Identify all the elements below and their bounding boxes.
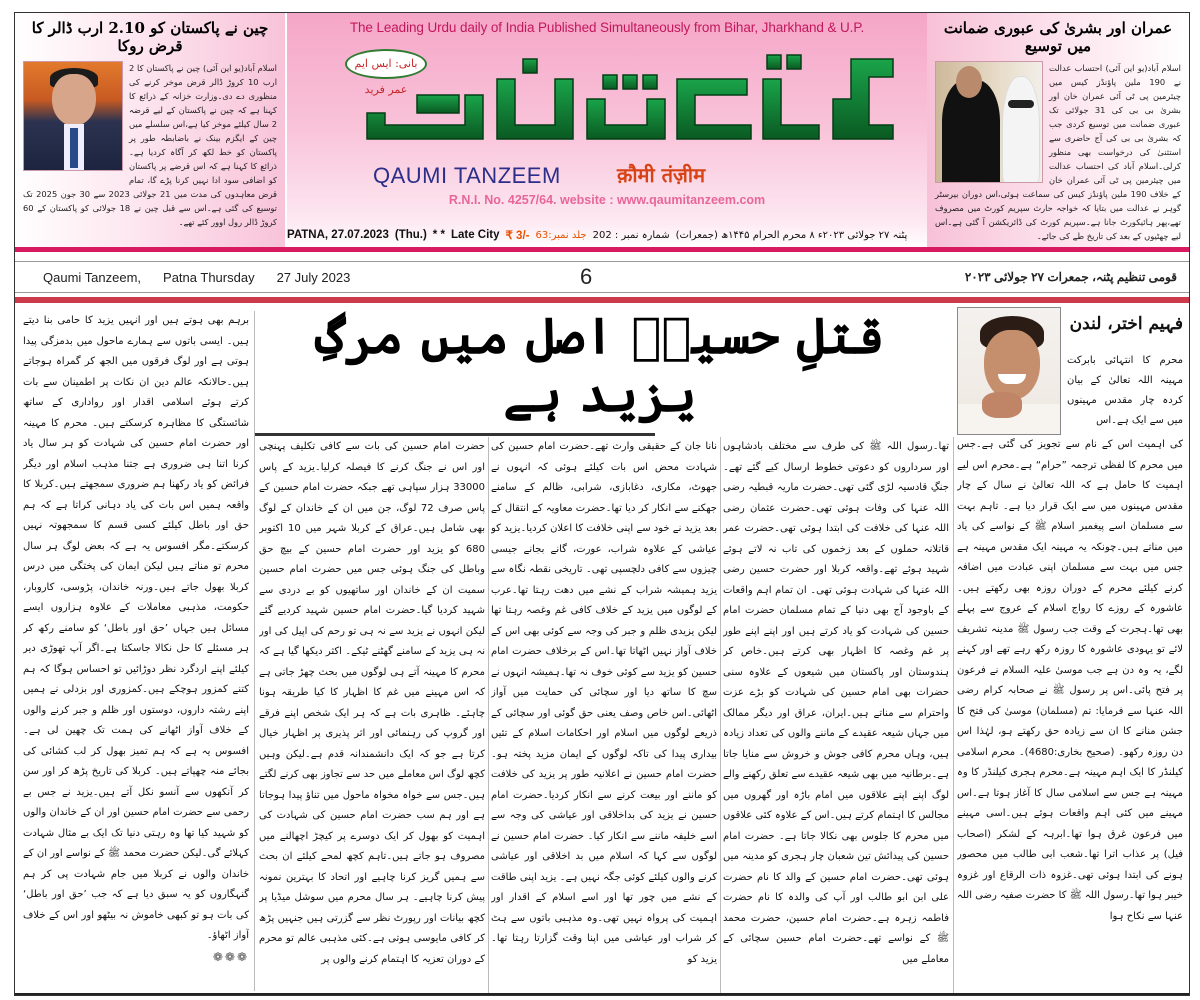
column-text: نانا جان کے حقیقی وارث تھے۔حضرت امام حسین کی شہادت محض اس بات کیلئے ہوئی کہ انہوں نے جھوٹ، مکاری، دغابازی، شرابی، ظالم کے سامنے جھکنے سے انکار کر دیا تھا۔حضرت معاویہ کے انتقال کے بعد یزید نے خود سے اپنی خلافت کا اعلان کردیا۔یزید کو عیاشی کے علاوہ شراب، عورت، گانے بجانے جیسی چیزوں سے کافی دلچسپی تھی۔ تاریخی نقطہ نگاہ سے یزید ہمیشہ شراب کے نشے میں دھت رہتا تھا۔عرب کے لوگوں میں یزید کے خلاف کافی غم وغصہ رہتا تھا لیکن یزیدی ظلم و جبر کی وجہ سے کوئی بھی اس کے خلاف آواز نہیں اٹھاتا تھا۔اس کے برخلاف حضرت امام حسین کو یزید سے کوئی خوف نہ تھا۔ہمیشہ انہوں نے سچ کا ساتھ دیا اور سچائی کی حمایت میں آواز اٹھائی۔اس خاص وصف یعنی حق گوئی اور سچائی کے ذریعے لوگوں میں اسلام اور احکامات اسلام کے تئیں بیداری پیدا کی تاکہ لوگوں کے ایمان مزید پختہ ہو۔حضرت امام حسین نے اعلانیہ طور پر یزید کی خلافت کو ماننے اور بیعت کرنے سے انکار کردیا۔حضرت امام حسین نے یزید کی بداخلاقی اور عیاشی کی وجہ سے اسے خلیفہ ماننے سے انکار کیا۔ حضرت امام حسین نے لوگوں سے کہا کہ اسلام میں بد اخلاقی اور عیاشی کرنے والوں کیلئے کوئی جگہ نہیں ہے۔ یزید اپنی طاقت کے نشے میں چور تھا اور اسے اسلام کے اقدار اور اہمیت کی پرواہ نہیں تھی۔وہ مذہبی باتوں سے ہٹ کر شراب اور عیاشی میں اپنا وقت گزارتا رہتا تھا۔یزید کو (491, 441, 717, 965)
author-name: فہیم اختر، لندن (1069, 314, 1183, 334)
end-of-article-icon: ❁❁❁ (212, 949, 249, 964)
folio-bar (15, 261, 1189, 293)
urdu-dateline: پٹنہ ۲۷ جولائی ۲۰۲۳ء ۸ محرم الحرام ۱۴۴۵ھ (جمعرات) (675, 229, 908, 241)
dateline-edition: Late City (450, 229, 500, 241)
dateline-day: (Thu.) (394, 229, 427, 241)
dateline-stars: * * (432, 229, 445, 241)
dateline-place-date: PATNA, 27.07.2023 (287, 229, 389, 241)
right-story (927, 13, 1189, 249)
left-story (15, 13, 285, 249)
rni-website-line: R.N.I. No. 4257/64. website : www.qaumitanzeem.com (448, 193, 766, 207)
article-column-4 (259, 437, 485, 993)
xi-jinping-photo (23, 61, 123, 171)
byline (957, 307, 1183, 435)
hindi-logo: क़ौमी तंज़ीम (617, 163, 706, 187)
column-divider (720, 437, 721, 993)
column-divider (254, 311, 255, 991)
left-story-body: اسلام آباد(یو این آئی) چین نے پاکستان کا 2 ارب 10 کروڑ ڈالر قرض موخر کرنے کی منظوری دے دی۔وزارت خزانہ کے ذرائع کا کہنا ہے کہ چین نے پاکستان کے لیے قرضہ 2 سال کیلئے موخر کیا ہے،اس سلسلے میں چین کے ایگزم بینک نے باضابطہ طور پر پاکستان کو خط لکھ کر آگاہ کردیا ہے۔ذرائع کا کہنا ہے کہ اس قرضے پر پاکستان کو اضافی سود ادا نہیں کرنا پڑے گا، تمام قرض معاہدوں کی مدت میں 21 جولائی 2023 سے 30 جون 2025 تک توسیع کی گئی ہے۔اس سے قبل چین نے 18 جولائی کو پاکستان کے 60 کروڑ ڈالر رول اوور کئے تھے۔ (23, 63, 278, 227)
folio-paper-name: Qaumi Tanzeem, (43, 269, 142, 285)
english-logo: QAUMI TANZEEM (373, 163, 561, 188)
page-bottom-rule (15, 993, 1189, 996)
column-text: تھا۔رسول اللہ ﷺ کی طرف سے مختلف بادشاہوں اور سرداروں کو دعوتی خطوط ارسال کیے گئے تھے۔جنگِ قادسیہ لڑی گئی تھی۔حضرت ماریہ قبطیہ رضی اللہ عنہا کی وفات ہوئی تھی۔حضرت عثمان رضی اللہ عنہا کی خلافت کی ابتدا ہوئی تھی۔حضرت عمر قاتلانہ حملوں کے بعد زخموں کی تاب نہ لاتے ہوئے شہید ہوئے تھے۔واقعہ کربلا اور حضرت حسین رضی اللہ عنہا کی شہادت ہوئی تھی۔ ان تمام اہم واقعات کے باوجود آج بھی دنیا کے تمام مسلمان حضرت امام حسین کی شہادت کو یاد کرتے ہیں اور اپنے اپنے طور پر غم وغصہ کا اظہار بھی کرتے ہیں۔خاص کر ہندوستان اور پاکستان میں شیعوں کے علاوہ سنی حضرات بھی امام حسین کی شہادت کو بڑے عزت واحترام سے مناتے ہیں۔ایران، عراق اور دیگر ممالک میں جہاں شیعہ عقیدے کے ماننے والوں کی تعداد زیادہ ہیں، وہاں محرم کافی جوش و خروش سے منایا جاتا ہے۔برطانیہ میں بھی شیعہ عقیدے سے تعلق رکھنے والے لوگ اپنے اپنے علاقوں میں امام باڑہ اور گھروں میں مجالس کا اہتمام کرتے ہیں۔اس کے علاوہ کئی علاقوں میں محرم کا جلوس بھی نکالا جاتا ہے۔ حضرت امام حسین کی پیدائش تین شعبان چار ہجری کو مدینہ میں ہوئی تھی۔حضرت امام حسین کے والد کا نام حضرت علی ابن ابو طالب اور آپ کی والدہ کا نام حضرت فاطمہ زہرہ ہے۔حضرت امام حسین، حضرت محمد ﷺ کے نواسے تھے۔حضرت امام حسین سچائی کے معاملے میں (723, 441, 949, 965)
author-photo (957, 307, 1061, 435)
column-divider (953, 437, 954, 993)
article-column-5 (23, 311, 249, 991)
imran-bushra-photo (935, 61, 1043, 183)
tagline: The Leading Urdu daily of India Published Simultaneously from Bihar, Jharkhand & U.P. (349, 20, 865, 35)
founder-badge: بانی: ایس ایم عمر فرید (345, 49, 427, 79)
column-text: کی اہمیت اس کے نام سے تجویز کی گئی ہے۔جس میں محرم کا لفظی ترجمہ ”حرام“ ہے۔محرم اس لیے اہمیت کا حامل ہے کہ اللہ تعالیٰ نے سال کے چار مقدس مہینوں میں سے ایک قرار دیا ہے۔ تاہم بہت سے مسلمان اسے پیغمبر اسلام ﷺ کے نواسے کی یاد میں مناتے ہیں۔چونکہ یہ مہینہ ایک مقدس مہینہ ہے جس میں بہت سے مسلمان اپنی عبادت میں اضافہ کرنے کیلئے محرم کے دوران روزہ بھی رکھتے ہیں۔عاشورہ کے روزے کا رواج اسلام کے عروج سے پہلے بھی تھا۔ہجرت کے وقت جب رسول ﷺ مدینہ تشریف لائے تو یہودی عاشورہ کا روزہ رکھ رہے تھے اور کہنے لگے، یہ وہ دن ہے جب موسیٰ علیہ السلام نے فرعون پر فتح پائی۔اس پر رسول ﷺ نے صحابہ کرام رضی اللہ عنہا سے فرمایا: تم (مسلمان) موسیٰ کی فتح کا جشن منانے کا ان سے زیادہ حق رکھتے ہو، لہٰذا اس دن روزہ رکھو۔ (صحیح بخاری:4680)۔ محرم اسلامی کیلنڈر کا ایک اہم مہینہ ہے۔محرم ہجری کیلنڈر کا وہ مہینہ ہے جس سے اسلامی سال کا آغاز ہوتا ہے۔اس مہینے میں کئی اہم واقعات ہوئے ہیں۔اسی مہینے میں فرعون غرق ہوا تھا۔ابرہہ کے لشکر (اصحاب فیل) پر عذاب اترا تھا۔شعب ابی طالب میں محصور ہونے کی ابتدا ہوئی تھی۔غزوہ ذات الرقاع اور غزوہ خیبر ہوا تھا۔رسول اللہ ﷺ کا حضرت صفیہ رضی اللہ عنہا سے نکاح ہوا (957, 439, 1183, 922)
article-intro: محرم کا انتہائی بابرکت مہینہ اللہ تعالیٰ کے بیان کردہ چار مقدس مہینوں میں سے ایک ہے۔اس (1067, 355, 1183, 426)
folio-urdu: قومی تنظیم پٹنہ، جمعرات ۲۷ جولائی ۲۰۲۳ (964, 270, 1177, 284)
newspaper-page (14, 12, 1190, 996)
masthead-divider (15, 247, 1189, 252)
dateline (287, 223, 927, 247)
folio-city-day: Patna Thursday (163, 269, 255, 285)
folio-date: 27 July 2023 (276, 269, 351, 285)
volume-number: جلد نمبر:63 (535, 229, 587, 241)
headline-rule (255, 433, 655, 436)
masthead (15, 13, 1189, 253)
right-story-body: اسلام آباد(یو این آئی) احتساب عدالت نے 190 ملین پاؤنڈز کیس میں چیئرمین پی ٹی آئی عمران خان اور بشریٰ بی بی کی 31 جولائی تک عبوری ضمانت میں توسیع کردی جب کہ بشریٰ بی بی کی آج حاضری سے استثنیٰ کی درخواست بھی منظور کرلی۔اسلام آباد کی احتساب عدالت میں چیئرمین پی ٹی آئی عمران خان کے خلاف 190 ملین پاؤنڈز کیس کی سماعت ہوئی،اس دوران بیرسٹر گوہر نے عدالت میں بتایا کہ خواجہ حارث سپریم کورٹ میں مصروف تھے،پھر ہائیکورٹ جانا ہے۔سپریم کورٹ کی ڈائریکشن آ گئی ہے۔اس لیے چھٹیوں کے بعد کی تاریخ طے کی جائے۔ (935, 63, 1182, 241)
article-column-1 (957, 435, 1183, 995)
article-headline: قتلِ حسینؓ اصل میں مرگِ یزید ہے (315, 306, 885, 423)
article-column-2 (723, 437, 949, 993)
column-divider (488, 437, 489, 993)
right-story-headline: عمران اور بشریٰ کی عبوری ضمانت میں توسیع (943, 19, 1173, 55)
urdu-logo (347, 39, 907, 157)
issue-number: شمارہ نمبر : 202 (592, 229, 670, 241)
article-column-3 (491, 437, 717, 993)
article (15, 305, 1189, 995)
folio-divider (15, 297, 1189, 303)
left-story-headline: چین نے پاکستان کو 2.10 ارب ڈالر کا قرض روکا (31, 19, 269, 55)
center-banner (287, 13, 927, 249)
price-badge: ₹ 3/- (505, 230, 530, 242)
page-number: 6 (580, 264, 593, 289)
column-text: حضرت امام حسین کی بات سے کافی تکلیف پہنچی اور اس نے جنگ کرنے کا فیصلہ کرلیا۔یزید کے پاس 33000 ہزار سپاہی تھے جبکہ حضرت امام حسین کے پاس صرف 72 لوگ، جن میں ان کے خاندان کے لوگ بھی شامل ہیں۔عراق کے کربلا شہر میں 10 اکتوبر 680 کو یزید اور حضرت امام حسین کے بیچ حق وباطل کی جنگ ہوئی جس میں حضرت امام حسین سمیت ان کے خاندان اور ساتھیوں کو بے دردی سے شہید کردیا گیا۔حضرت امام حسین شہید کردیے گئے لیکن انہوں نے یزید سے نہ ہی تو رحم کی اپیل کی اور نہ ہی یزید کے سامنے گھٹنے ٹیکے۔ اکثر دیکھا گیا ہے کہ محرم کا مہینہ آتے ہی لوگوں میں بحث چھڑ جاتی ہے کہ اس مہینے میں غم کا اظہار کا کیا طریقہ ہونا چاہئے۔ ظاہری بات ہے کہ ہر ایک شخص اپنے فرقے اور گروپ کی رہنمائی اور اثر پذیری پر اظہار خیال کرتا ہے جو کہ ایک دانشمندانہ قدم ہے۔لیکن وہیں کچھ لوگ اس معاملے میں حد سے تجاوز بھی کرنے لگتے ہیں۔جس سے خواہ مخواہ ماحول میں تناؤ پیدا ہوجاتا ہے اور ہم سب حضرت امام حسین کی شہادت کی اہمیت کو بھول کر ایک دوسرے پر کیچڑ اچھالنے میں مصروف ہو جاتے ہیں۔تاہم کچھ لمحے کیلئے ان بحث سے ہمیں گریز کرنا چاہیے اور اتحاد کا بہترین نمونہ پیش کرنا چاہیے۔ ہر سال محرم میں سوشل میڈیا پر کچھ بیانات اور رپورٹ نظر سے گزرتی ہیں جنہیں پڑھ کر کافی مایوسی ہوتی ہے۔کئی مذہبی عالم تو محرم کے دوران تعزیہ کا اہتمام کرنے والوں پر (259, 441, 485, 965)
column-text: برہم بھی ہوتے ہیں اور انہیں یزید کا حامی بنا دیتے ہیں۔ ایسی باتوں سے ہمارے ماحول میں بدمزگی پیدا ہوتی ہے اور لوگ فرقوں میں الجھ کر گمراہ ہوجاتے ہیں۔حالانکہ عالم دین ان نکات پر اطمینان سے بات کرتے ہوئے اسلامی اقدار اور رواداری کے ساتھ شائستگی کا مظاہرہ کرسکتے ہیں۔ محرم کا مہینہ اور حضرت امام حسین کی شہادت کو ہر سال یاد کرنا اتنا ہی ضروری ہے جتنا مذہب اسلام اور دیگر فرائض کو یاد رکھنا ہم ضروری سمجھتے ہیں۔کربلا کا واقعہ ہمیں اس بات کی یاد دہانی کراتا ہے کہ ہم حق اور باطل کیلئے کسی قسم کا سمجھوتہ نہیں کرسکتے۔مگر افسوس یہ ہے کہ بعض لوگ ہر سال محرم تو مناتے ہیں لیکن ایمان کی پختگی میں درس کربلا بھول جاتے ہیں۔ورنہ خاندان، پڑوسی، کاروبار، حکومت، مذہبی معاملات کے علاوہ ہزاروں ایسے مسائل ہیں جہاں ’حق اور باطل‘ کو سامنے رکھ کر ہر مسئلے کا حل نکالا جاسکتا ہے۔اگر آپ تھوڑی دیر کیلئے اپنے اردگرد نظر دوڑائیں تو احساس ہوگا کہ ہم کتنے کمزور ہوچکے ہیں۔کمزوری اور بزدلی نے ہمیں اپنے رشتہ داروں، دوستوں اور ظلم و جبر کرنے والوں کے خلاف آواز اٹھانے کی ہمت تک چھین لی ہے۔افسوس یہ ہے کہ ہم تمیز بھول کر لب کشائی کی بجائے منہ چھپاتے ہیں۔ کربلا کی تاریخ پڑھ کر اور سن کر آنکھوں سے آنسو نکل آتے ہیں۔یزید نے جس بے رحمی سے حضرت امام حسین اور ان کے خاندان والوں کو شہید کیا تھا وہ رہتی دنیا تک ایک بے مثال شہادت کہلائے گی۔لیکن حضرت محمد ﷺ کے نواسے اور ان کے خاندان والوں نے کربلا میں جام شہادت پی کر ہم گنہگاروں کو یہ سبق دیا ہے کہ جب ’حق اور باطل‘ کی بات ہو تو کبھی خاموش نہ بیٹھو اور اس کے خلاف آواز اٹھاؤ۔ (23, 315, 249, 941)
